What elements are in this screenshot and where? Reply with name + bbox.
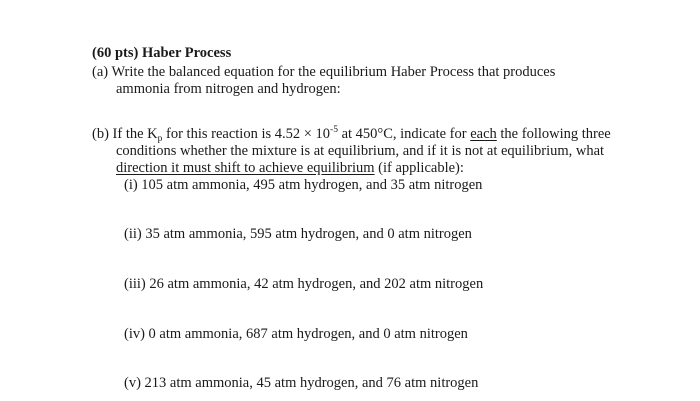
- condition-item-i: (i) 105 atm ammonia, 495 atm hydrogen, and 35 atm nitrogen: [124, 177, 483, 193]
- problem-heading: (60 pts) Haber Process: [92, 45, 232, 61]
- part-b-line-1: [92, 126, 611, 143]
- part-a-line-1: (a) Write the balanced equation for the equilibrium Haber Process that produces: [92, 64, 556, 80]
- part-b-text-end: the following three: [496, 126, 611, 142]
- condition-item-ii: (ii) 35 atm ammonia, 595 atm hydrogen, and 0 atm nitrogen: [124, 226, 472, 242]
- kp-subscript: p: [157, 134, 163, 144]
- condition-item-v: (v) 213 atm ammonia, 45 atm hydrogen, and 76 atm nitrogen: [124, 375, 479, 391]
- condition-item-iii: (iii) 26 atm ammonia, 42 atm hydrogen, and 202 atm nitrogen: [124, 276, 484, 292]
- part-b-line-3-rest: (if applicable):: [374, 160, 464, 176]
- exponent-superscript: -5: [330, 125, 338, 135]
- underlined-direction-phrase: direction it must shift to achieve equilibrium: [116, 160, 375, 176]
- part-a-line-2: ammonia from nitrogen and hydrogen:: [116, 81, 341, 97]
- part-b-line-3: [116, 160, 464, 177]
- part-b-text-kp-value: for this reaction is 4.52 × 10: [162, 126, 331, 142]
- part-b-text-temperature: at 450°C, indicate for: [337, 126, 471, 142]
- part-b-line-2: conditions whether the mixture is at equilibrium, and if it is not at equilibrium, what: [116, 143, 605, 159]
- condition-item-iv: (iv) 0 atm ammonia, 687 atm hydrogen, and 0 atm nitrogen: [124, 326, 468, 342]
- underlined-each: each: [470, 126, 497, 142]
- part-b-text-start: (b) If the K: [92, 126, 158, 142]
